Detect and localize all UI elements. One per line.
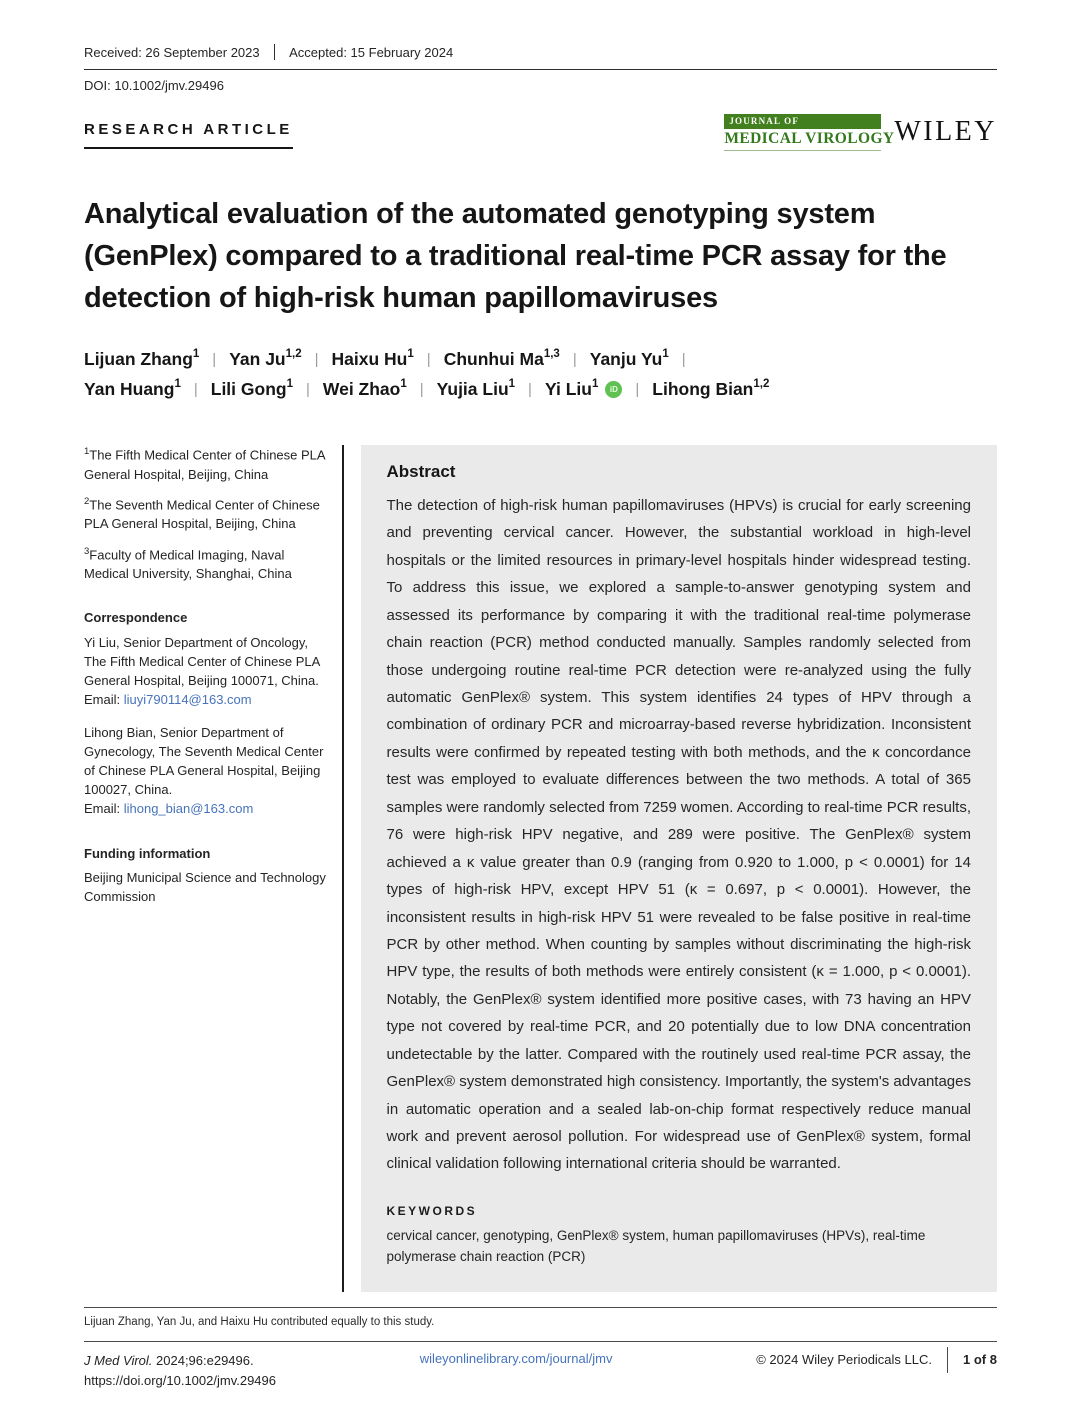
abstract-section [361,445,998,1292]
email-link[interactable]: liuyi790114@163.com [123,692,252,708]
brand-row [84,114,997,151]
affiliation-item: $^1$The Fifth Medical Center of Chinese PLA General Hospital, Beijing, China [84,445,325,482]
author-separator: | [419,380,424,398]
article-info-sidebar [84,445,342,1292]
correspondence-list [84,633,328,819]
author-name: Yan Huang$^1$ [84,378,181,399]
author-name: Lihong Bian$^{1,2}$ [652,378,770,399]
correspondence-text: Yi Liu, Senior Department of Oncology, The Fifth Medical Center of Chinese PLA General Hospital, Beijing 100071, China. [84,634,320,689]
article-title: Analytical evaluation of the automated genotyping system (GenPlex) compared to a traditional real-time PCR assay for the detection of high-risk human papillomaviruses [84,197,947,314]
citation-rest: 2024;96:e29496. [152,1352,254,1368]
citation-journal: J Med Virol. [84,1352,153,1368]
author-separator: | [314,350,319,368]
accepted-date: Accepted: 15 February 2024 [289,44,454,60]
abstract-body: The detection of high-risk human papillomaviruses (HPVs) is crucial for early screening and preventing cervical cancer. However, the substantial workload in high-level hospitals or the limited resources in primary-level hospitals hinder widespread testing. To address this issue, we explored a sample-to-answer genotyping system and assessed its performance by comparing it with the traditional real-time polymerase chain reaction (PCR) method conducted manually. Samples randomly selected from those undergoing routine real-time PCR detection were re-analyzed using the fully automatic GenPlex® system. This system identifies 24 types of HPV through a combination of ordinary PCR and microarray-based reverse hybridization. Inconsistent results were confirmed by repeated testing with both methods, and the κ concordance test was employed to evaluate differences between the two methods. A total of 365 samples were randomly selected from 7259 women. According to real-time PCR results, 76 were high-risk HPV negative, and 289 were positive. The GenPlex® system achieved a κ value greater than 0.9 (ranging from 0.920 to 1.000, p < 0.0001) for 14 types of high-risk HPV, except HPV 51 (κ = 0.697, p < 0.0001). However, the inconsistent results in high-risk HPV 51 were revealed to be false positive in real-time PCR by other method. When counting by samples without discriminating the high-risk HPV type, the results of both methods were entirely consistent (κ = 1.000, p < 0.0001). Notably, the GenPlex® system identified more positive cases, with 73 having an HPV type not covered by real-time PCR, and 20 potentially due to low DNA concentration undetectable by the latter. Compared with the routinely used real-time PCR assay, the GenPlex® system demonstrated high consistency. Importantly, the system's advantages in automatic operation and a sealed lab-on-chip format respectively reduce manual work and prevent aerosol pollution. For widespread use of GenPlex® system, formal clinical validation following international criteria should be warranted. [386,496,971,1173]
correspondence-email-line: Email: lihong_bian@163.com [84,801,254,817]
journal-logo-line2: MEDICAL VIROLOGY [724,129,881,151]
author-name: Lijuan Zhang$^1$ [84,348,200,369]
abstract-heading: Abstract [386,461,456,481]
correspondence-heading: Correspondence [84,610,188,626]
citation-block [84,1351,276,1391]
author-name: Yi Liu$^1$ [544,378,599,399]
footer-right [756,1351,997,1369]
article-columns [84,445,997,1292]
copyright-text: © 2024 Wiley Periodicals LLC. [756,1352,933,1368]
author-separator: | [681,350,686,368]
author-row [84,379,997,400]
orcid-icon[interactable]: iD [605,381,622,398]
author-name: Haixu Hu$^1$ [331,348,414,369]
author-separator: | [635,380,640,398]
keywords-text: cervical cancer, genotyping, GenPlex® system, human papillomaviruses (HPVs), real-time polymerase chain reaction (PCR) [386,1227,926,1264]
page-header [84,44,997,151]
footer-row [84,1342,997,1391]
equal-contribution-note: Lijuan Zhang, Yan Ju, and Haixu Hu contributed equally to this study. [84,1307,997,1328]
author-separator: | [572,350,577,368]
correspondence-item [84,633,328,710]
citation-line [84,1351,276,1371]
affiliations-list [84,445,328,583]
page-number-divider [947,1347,948,1373]
author-name: Yanju Yu$^1$ [589,348,669,369]
funding-text: Beijing Municipal Science and Technology Commission [84,869,326,905]
email-link[interactable]: lihong_bian@163.com [123,801,254,817]
article-type-label: RESEARCH ARTICLE [84,121,293,149]
meta-divider [274,44,276,60]
doi-url: https://doi.org/10.1002/jmv.29496 [84,1372,276,1388]
correspondence-email-line: Email: liuyi790114@163.com [84,692,252,708]
author-separator: | [426,350,431,368]
correspondence-text: Lihong Bian, Senior Department of Gynecology, The Seventh Medical Center of Chinese PLA General Hospital, Beijing 100027, China. [84,724,324,798]
brand-logos [724,114,997,151]
keywords-heading: KEYWORDS [386,1203,478,1218]
funding-heading: Funding information [84,845,211,861]
author-name: Wei Zhao$^1$ [322,378,407,399]
author-name: Lili Gong$^1$ [210,378,293,399]
correspondence-item [84,723,328,819]
author-name: Chunhui Ma$^{1,3}$ [443,348,560,369]
author-name: Yan Ju$^{1,2}$ [229,348,302,369]
page-indicator: 1 of 8 [963,1352,997,1368]
journal-logo [724,114,895,151]
column-divider [342,445,344,1292]
publisher-wordmark: WILEY [894,116,997,148]
author-separator: | [528,380,532,398]
page-footer [84,1307,997,1391]
author-list [84,349,997,400]
author-separator: | [212,350,217,368]
journal-url-link[interactable]: wileyonlinelibrary.com/journal/jmv [419,1350,613,1366]
author-row [84,349,997,370]
received-date: Received: 26 September 2023 [84,44,260,60]
journal-logo-line1: JOURNAL OF [724,114,881,129]
doi-line: DOI: 10.1002/jmv.29496 [84,78,224,93]
affiliation-item: $^3$Faculty of Medical Imaging, Naval Medical University, Shanghai, China [84,545,292,582]
affiliation-item: $^2$The Seventh Medical Center of Chinese PLA General Hospital, Beijing, China [84,495,320,532]
received-accepted-row [84,44,997,70]
author-separator: | [193,380,198,398]
author-separator: | [305,380,310,398]
author-name: Yujia Liu$^1$ [436,378,516,399]
